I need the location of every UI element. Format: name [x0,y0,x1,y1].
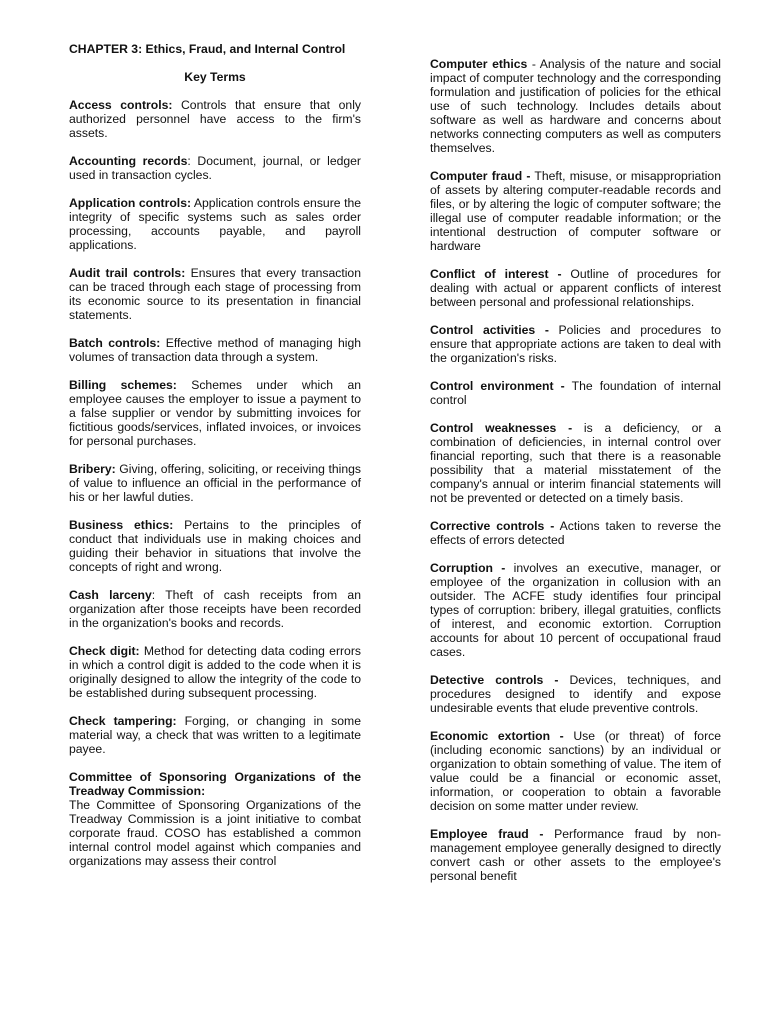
glossary-term: Control environment - [430,379,565,393]
glossary-term: Economic extortion - [430,729,564,743]
glossary-definition: The Committee of Sponsoring Organizations of the Treadway Commission is a joint initiative to combat corporate fraud. COSO has established a common internal control model against which companies and organizations may assess their control [69,798,361,868]
glossary-entry-computer-fraud [430,169,721,253]
glossary-term: Computer fraud - [430,169,531,183]
glossary-entry-batch-controls [69,336,361,364]
glossary-definition: Pertains to the principles of conduct that individuals use in making choices and guiding their behavior in situations that involve the concepts of right and wrong. [69,518,361,574]
glossary-definition: Theft, misuse, or misappropriation of assets by altering computer-readable records and files, or by altering the logic of computer software; the illegal use of computer readable information; or the intentional destruction of computer software or hardware [430,169,721,253]
glossary-definition: The foundation of internal control [430,379,721,407]
glossary-entry-check-tampering [69,714,361,756]
glossary-entry-control-environment [430,379,721,407]
chapter-title: CHAPTER 3: Ethics, Fraud, and Internal Control [69,42,346,56]
glossary-definition: Method for detecting data coding errors in which a control digit is added to the code when it is originally designed to allow the integrity of the code to be established during subsequent processing. [69,644,361,700]
glossary-definition: Schemes under which an employee causes the employer to issue a payment to a false supplier or vendor by submitting invoices for fictitious goods/services, inflated invoices, or invoices for personal purchases. [69,378,362,448]
glossary-term: Access controls: [69,98,173,112]
glossary-entry-check-digit [69,644,361,700]
glossary-term: Check tampering: [69,714,177,728]
glossary-term: Control weaknesses - [430,421,573,435]
glossary-definition: Giving, offering, soliciting, or receiving things of value to influence an official in the performance of his or her lawful duties. [69,462,361,504]
glossary-entry-bribery [69,462,361,504]
glossary-entry-employee-fraud [430,827,721,883]
glossary-entry-access-controls [69,98,361,140]
glossary-definition: Outline of procedures for dealing with actual or apparent conflicts of interest between personal and professional relationships. [430,267,721,309]
glossary-definition: : Document, journal, or ledger used in transaction cycles. [69,154,361,182]
glossary-entry-conflict-of-interest [430,267,721,309]
glossary-term: Control activities - [430,323,549,337]
glossary-definition: Actions taken to reverse the effects of errors detected [430,519,721,547]
glossary-term: Business ethics: [69,518,174,532]
glossary-entry-audit-trail-controls [69,266,361,322]
right-column [430,57,721,897]
glossary-term: Billing schemes: [69,378,177,392]
glossary-definition: involves an executive, manager, or employee of the organization in collusion with an outsider. The ACFE study identifies four principal types of corruption: bribery, illegal gratuities, conflicts of interest, and economic extortion. Corruption accounts for about 10 percent of occupational fraud cases. [430,561,721,659]
glossary-definition: Use (or threat) of force (including economic sanctions) by an individual or organization to obtain something of value. The item of value could be a financial or economic asset, information, or cooperation to obtain a favorable decision on some matter under review. [430,729,721,813]
glossary-term: Corruption - [430,561,506,575]
glossary-entry-cash-larceny [69,588,361,630]
glossary-term: Committee of Sponsoring Organizations of the Treadway Commission: [69,770,361,798]
glossary-definition: Application controls ensure the integrity of specific systems such as sales order processing, accounts payable, and payroll applications. [69,196,362,252]
glossary-definition: Performance fraud by non-management employee generally designed to directly convert cash or other assets to the employee's personal benefit [430,827,722,883]
glossary-entry-coso [69,770,361,868]
key-terms-heading: Key Terms [184,70,246,84]
glossary-term: Check digit: [69,644,140,658]
glossary-definition: : Theft of cash receipts from an organization after those receipts have been recorded in the organization's books and records. [69,588,361,630]
glossary-entry-application-controls [69,196,361,252]
glossary-entry-corruption [430,561,721,659]
glossary-definition: Controls that ensure that only authorized personnel have access to the firm's assets. [69,98,362,140]
glossary-term: Audit trail controls: [69,266,186,280]
glossary-definition: Effective method of managing high volumes of transaction data through a system. [69,336,361,364]
glossary-entry-business-ethics [69,518,361,574]
glossary-definition: - Analysis of the nature and social impact of computer technology and the corresponding formulation and justification of policies for the ethical use of such technology. Includes details about software as well as hardware and concerns about networks connecting computers as well as computers themselves. [430,57,721,155]
glossary-term: Application controls: [69,196,192,210]
glossary-term: Bribery: [69,462,116,476]
glossary-term: Conflict of interest - [430,267,562,281]
glossary-entry-detective-controls [430,673,721,715]
glossary-entry-control-activities [430,323,721,365]
glossary-term: Detective controls - [430,673,559,687]
glossary-entry-billing-schemes [69,378,361,448]
glossary-entry-computer-ethics [430,57,721,155]
glossary-term: Cash larceny [69,588,152,602]
glossary-term: Accounting records [69,154,188,168]
glossary-term: Computer ethics [430,57,528,71]
glossary-term: Employee fraud - [430,827,544,841]
glossary-definition: Forging, or changing in some material way, a check that was written to a legitimate payee. [69,714,361,756]
glossary-definition: Policies and procedures to ensure that appropriate actions are taken to deal with the organization's risks. [430,323,721,365]
glossary-entry-economic-extortion [430,729,721,813]
glossary-definition: is a deficiency, or a combination of deficiencies, in internal control over financial reporting, such that there is a reasonable possibility that a material misstatement of the company's annual or interim financial statements will not be prevented or detected on a timely basis. [430,421,721,505]
glossary-entry-accounting-records [69,154,361,182]
glossary-entry-corrective-controls [430,519,721,547]
glossary-definition: Ensures that every transaction can be traced through each stage of processing from its economic source to its presentation in financial statements. [69,266,361,322]
glossary-term: Batch controls: [69,336,161,350]
glossary-term: Corrective controls - [430,519,555,533]
glossary-definition: Devices, techniques, and procedures designed to identify and expose undesirable events that elude preventive controls. [430,673,721,715]
left-column [69,42,361,882]
glossary-entry-control-weaknesses [430,421,721,505]
